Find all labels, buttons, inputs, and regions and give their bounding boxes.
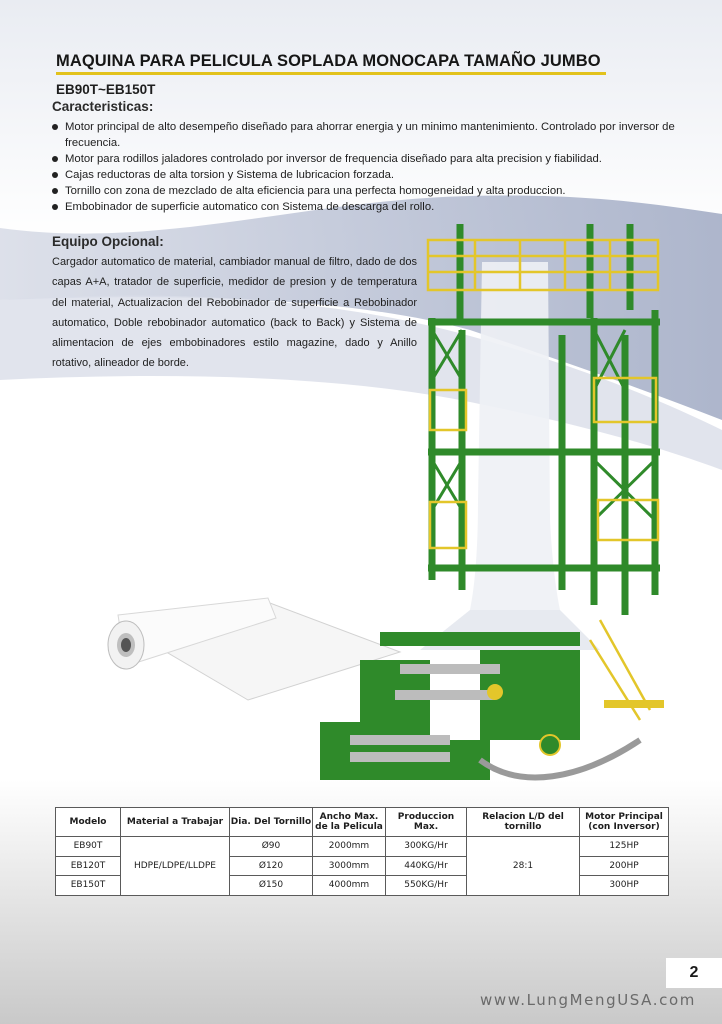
col-header-screw-diameter: Dia. Del Tornillo [230,808,313,837]
page-number: 2 [666,958,722,988]
cell-output: 440KG/Hr [386,856,467,876]
cell-width: 3000mm [313,856,386,876]
feature-text: Cajas reductoras de alta torsion y Sistema de lubricacion forzada. [65,168,395,181]
page-title: MAQUINA PARA PELICULA SOPLADA MONOCAPA TAMAÑO JUMBO [56,52,601,70]
features-heading: Caracteristicas: [52,99,154,114]
cell-model: EB90T [56,837,121,857]
cell-width: 2000mm [313,837,386,857]
website-url[interactable]: www.LungMengUSA.com [479,991,696,1009]
cell-model: EB120T [56,856,121,876]
col-header-film-width: Ancho Max. de la Pelicula [313,808,386,837]
optional-equipment-text: Cargador automatico de material, cambiador manual de filtro, dado de dos capas A+A, tratador de superficie, medidor de presion y de temperatura del material, Actualizacion del Rebobinador de superficie a Rebobinador automatico, Doble rebobinador automatico (back to Back) y Sistema de alimentacion de ejes embobinadores estilo magazine, dado y Anillo rotativo, alineador de borde. [52,256,417,370]
cell-screw: Ø150 [230,876,313,896]
cell-screw: Ø120 [230,856,313,876]
col-header-output: Produccion Max. [386,808,467,837]
cell-screw: Ø90 [230,837,313,857]
table-header-row [56,808,669,837]
feature-text: Tornillo con zona de mezclado de alta eficiencia para una perfecta homogeneidad y alta produccion. [65,184,566,197]
film-roll-image [108,598,400,700]
model-range: EB90T~EB150T [56,82,156,97]
cell-output: 550KG/Hr [386,876,467,896]
feature-text: Embobinador de superficie automatico con Sistema de descarga del rollo. [65,200,435,213]
col-header-ld-ratio: Relacion L/D del tornillo [467,808,580,837]
feature-text: Motor principal de alto desempeño diseñado para ahorrar energia y un minimo mantenimiento. Controlado por inversor de frecuencia. [65,121,675,149]
cell-width: 4000mm [313,876,386,896]
col-header-main-motor: Motor Principal (con Inversor) [580,808,669,837]
feature-text: Motor para rodillos jaladores controlado por inversor de frequencia diseñado para alta precision y fiabilidad. [65,152,602,165]
col-header-material: Material a Trabajar [121,808,230,837]
cell-motor: 300HP [580,876,669,896]
table-row [56,837,669,857]
specs-table [55,807,669,896]
cell-model: EB150T [56,876,121,896]
cell-ld-ratio: 28:1 [467,837,580,896]
cell-motor: 125HP [580,837,669,857]
col-header-model: Modelo [56,808,121,837]
cell-motor: 200HP [580,856,669,876]
cell-material: HDPE/LDPE/LLDPE [121,837,230,896]
optional-heading: Equipo Opcional: [52,234,164,249]
cell-output: 300KG/Hr [386,837,467,857]
